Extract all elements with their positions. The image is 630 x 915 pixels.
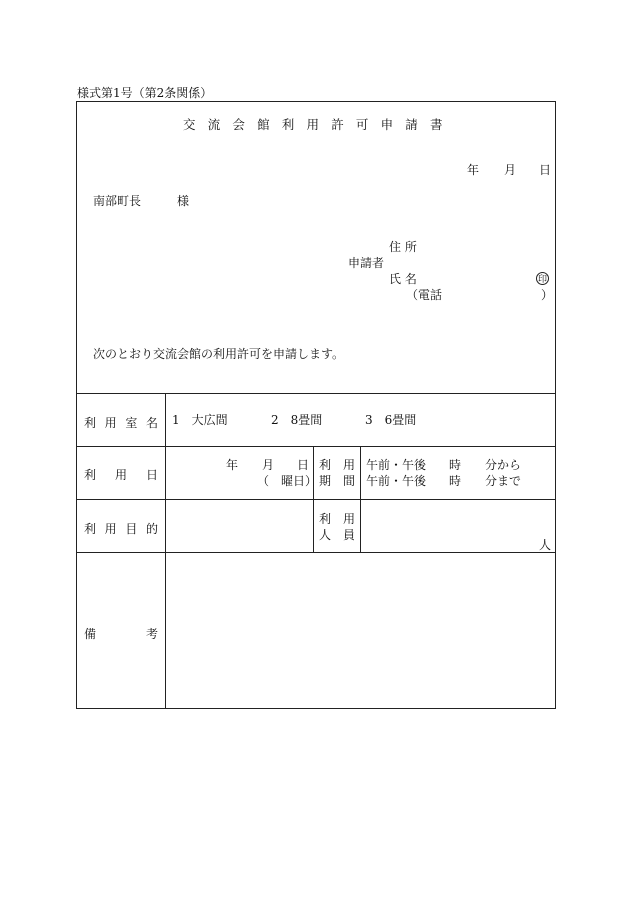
date-month-label: 月 [504,163,517,177]
address-label: 住 所 [389,240,417,254]
use-date-year: 年 [226,458,239,472]
date-row-label: 利 用 日 [84,468,158,482]
row-divider-header [76,393,556,394]
frame-right [555,101,556,709]
phone-close-label: ） [541,288,554,302]
to-hour: 時 [449,474,462,488]
purpose-row-label: 利 用 目 的 [84,522,158,536]
addressee-name: 南部町長 [93,194,142,208]
use-date-weekday: （ 曜日） [257,474,318,488]
from-hour: 時 [449,458,462,472]
addressee-honorific: 様 [177,194,190,208]
period-label-line1: 利 用 [319,458,356,472]
seal-mark-icon: 印 [536,272,549,285]
room-option-1: 1 大広間 [172,413,228,427]
frame-top [76,101,556,102]
people-unit: 人 [539,538,552,552]
name-label: 氏 名 [389,272,417,286]
room-row-label: 利 用 室 名 [84,416,158,430]
applicant-label: 申請者 [348,256,385,270]
row-divider-purpose [76,552,556,553]
frame-bottom [76,708,556,709]
to-minute: 分まで [485,474,522,488]
frame-left [76,101,77,709]
people-label-line1: 利 用 [319,512,356,526]
inner-column-divider-right [360,446,361,553]
form-title: 交流会館利用許可申請書 [183,117,455,132]
room-option-2: 2 8畳間 [271,413,323,427]
from-minute: 分から [485,458,522,472]
row-divider-room [76,446,556,447]
period-label-line2: 期 間 [319,474,356,488]
room-option-3: 3 6畳間 [365,413,417,427]
people-label-line2: 人 員 [319,528,356,542]
label-column-divider [165,393,166,709]
inner-column-divider-left [313,446,314,553]
phone-open-label: （電話 [406,288,443,302]
date-day-label: 日 [539,163,552,177]
use-date-month: 月 [262,458,275,472]
date-year-label: 年 [467,163,480,177]
remarks-row-label: 備 考 [84,627,158,641]
row-divider-date [76,499,556,500]
from-ampm: 午前・午後 [366,458,427,472]
form-number: 様式第1号（第2条関係） [77,86,213,100]
to-ampm: 午前・午後 [366,474,427,488]
application-statement: 次のとおり交流会館の利用許可を申請します。 [93,347,345,361]
use-date-day: 日 [297,458,310,472]
